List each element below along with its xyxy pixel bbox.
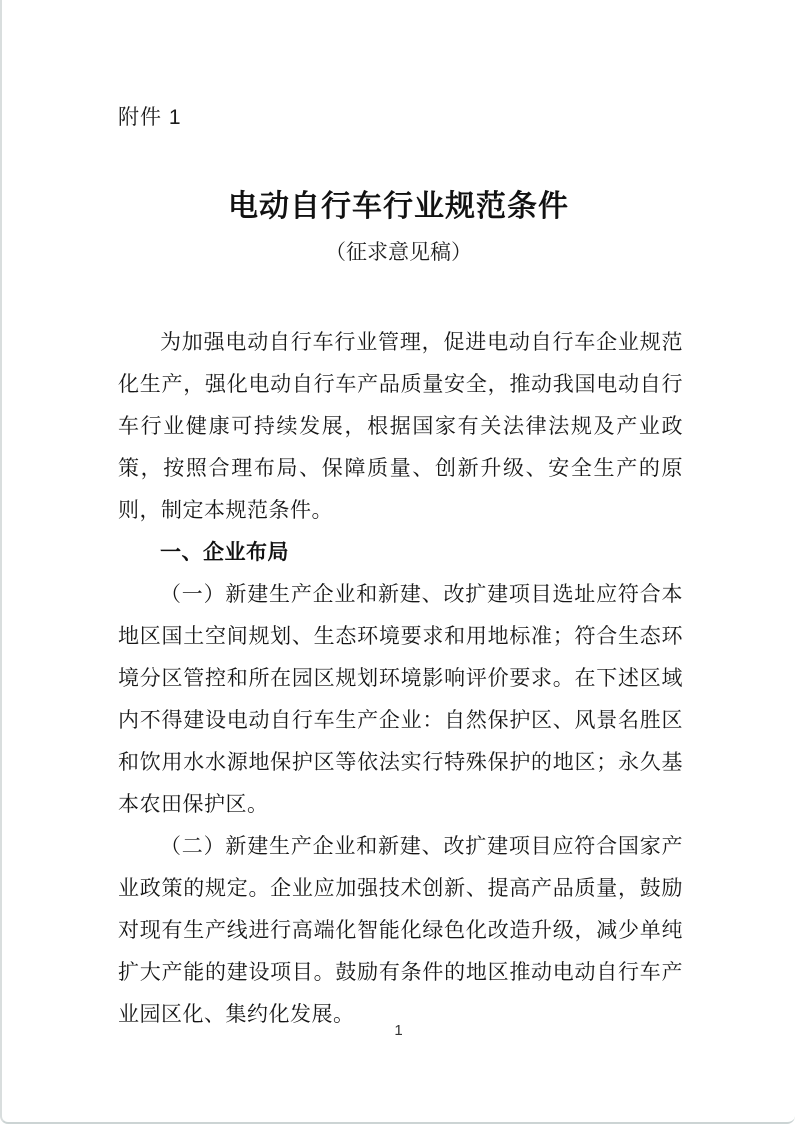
- page-number: 1: [394, 1022, 403, 1039]
- document-body: [118, 322, 683, 1036]
- document-title: 电动自行车行业规范条件: [228, 190, 569, 223]
- body-paragraph: 为加强电动自行车行业管理，促进电动自行车企业规范化生产，强化电动自行车产品质量安全，推动我国电动自行车行业健康可持续发展，根据国家有关法律法规及产业政策，按照合理布局、保障质量、创新升级、安全生产的原则，制定本规范条件。: [118, 331, 683, 522]
- body-paragraph: （一）新建生产企业和新建、改扩建项目选址应符合本地区国土空间规划、生态环境要求和用地标准；符合生态环境分区管控和所在园区规划环境影响评价要求。在下述区域内不得建设电动自行车生产企业：自然保护区、风景名胜区和饮用水水源地保护区等依法实行特殊保护的地区；永久基本农田保护区。: [118, 583, 683, 816]
- attachment-label: 附件 1: [118, 106, 182, 129]
- document-subtitle: （征求意见稿）: [325, 241, 472, 264]
- section-heading: 一、企业布局: [160, 541, 289, 564]
- body-paragraph: （二）新建生产企业和新建、改扩建项目应符合国家产业政策的规定。企业应加强技术创新、提高产品质量，鼓励对现有生产线进行高端化智能化绿色化改造升级，减少单纯扩大产能的建设项目。鼓励有条件的地区推动电动自行车产业园区化、集约化发展。: [118, 835, 683, 1026]
